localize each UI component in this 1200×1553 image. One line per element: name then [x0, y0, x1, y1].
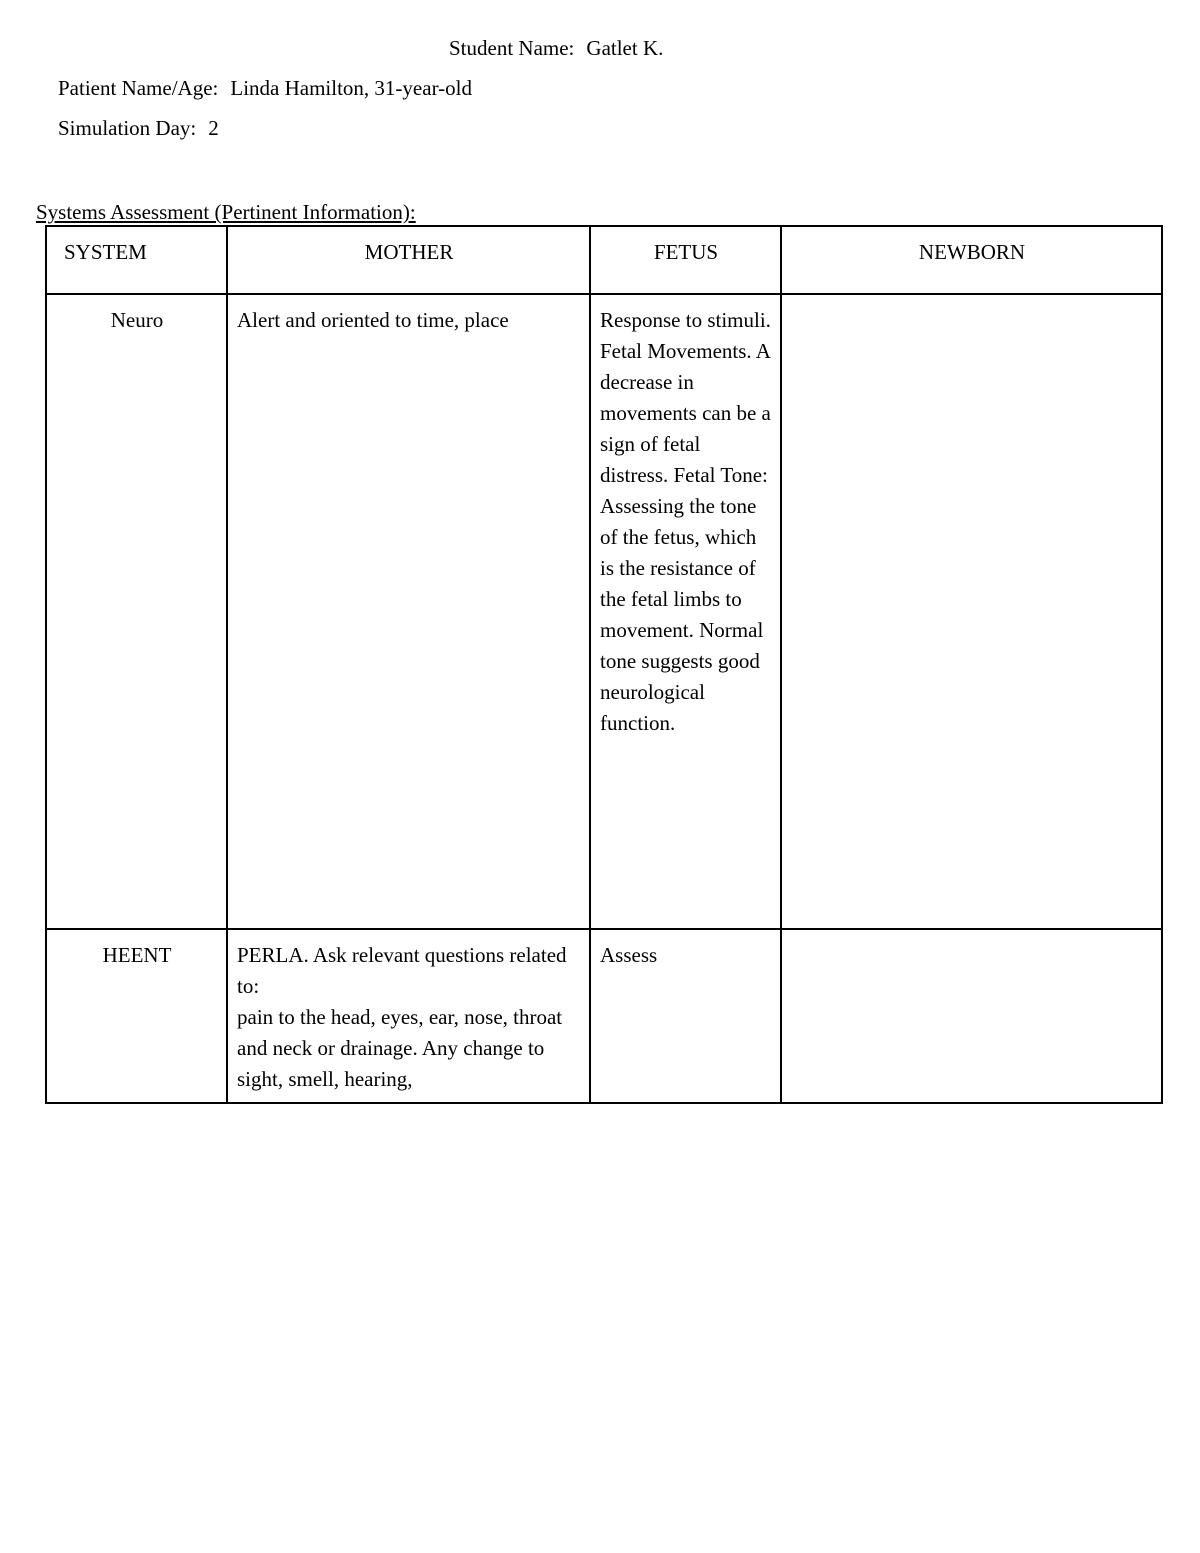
- section-title: Systems Assessment (Pertinent Information):: [36, 200, 416, 224]
- column-header-mother: MOTHER: [227, 226, 590, 294]
- system-cell-heent: HEENT: [46, 929, 227, 1103]
- column-header-fetus: FETUS: [590, 226, 781, 294]
- newborn-cell-neuro: [781, 294, 1162, 929]
- mother-heent-line-2: pain to the head, eyes, ear, nose, throat and neck or drainage. Any change to sight, smell, hearing,: [237, 1005, 563, 1091]
- patient-name-age-value: Linda Hamilton, 31-year-old: [230, 76, 472, 100]
- table-header-row: [46, 226, 1162, 294]
- student-name-value: Gatlet K.: [586, 36, 664, 60]
- table-row: [46, 929, 1162, 1103]
- fetus-cell-neuro: Response to stimuli. Fetal Movements. A decrease in movements can be a sign of fetal distress. Fetal Tone: Assessing the tone of the fetus, which is the resistance of the fetal limbs to movement. Normal tone suggests good neurological function.: [590, 294, 781, 929]
- column-header-newborn: NEWBORN: [781, 226, 1162, 294]
- system-cell-neuro: Neuro: [46, 294, 227, 929]
- column-header-system: SYSTEM: [46, 226, 227, 294]
- systems-assessment-table: [45, 225, 1163, 1104]
- student-name-line: [449, 33, 663, 64]
- simulation-day-line: [58, 113, 219, 144]
- simulation-day-value: 2: [208, 116, 219, 140]
- table-row: [46, 294, 1162, 929]
- mother-cell-neuro: Alert and oriented to time, place: [227, 294, 590, 929]
- simulation-day-label: Simulation Day:: [58, 116, 197, 140]
- newborn-cell-heent: [781, 929, 1162, 1103]
- student-name-label: Student Name:: [449, 36, 575, 60]
- mother-cell-heent: [227, 929, 590, 1103]
- mother-heent-line-1: PERLA. Ask relevant questions related to:: [237, 943, 567, 998]
- fetus-cell-heent: Assess: [590, 929, 781, 1103]
- patient-name-age-label: Patient Name/Age:: [58, 76, 219, 100]
- patient-name-age-line: [58, 73, 472, 104]
